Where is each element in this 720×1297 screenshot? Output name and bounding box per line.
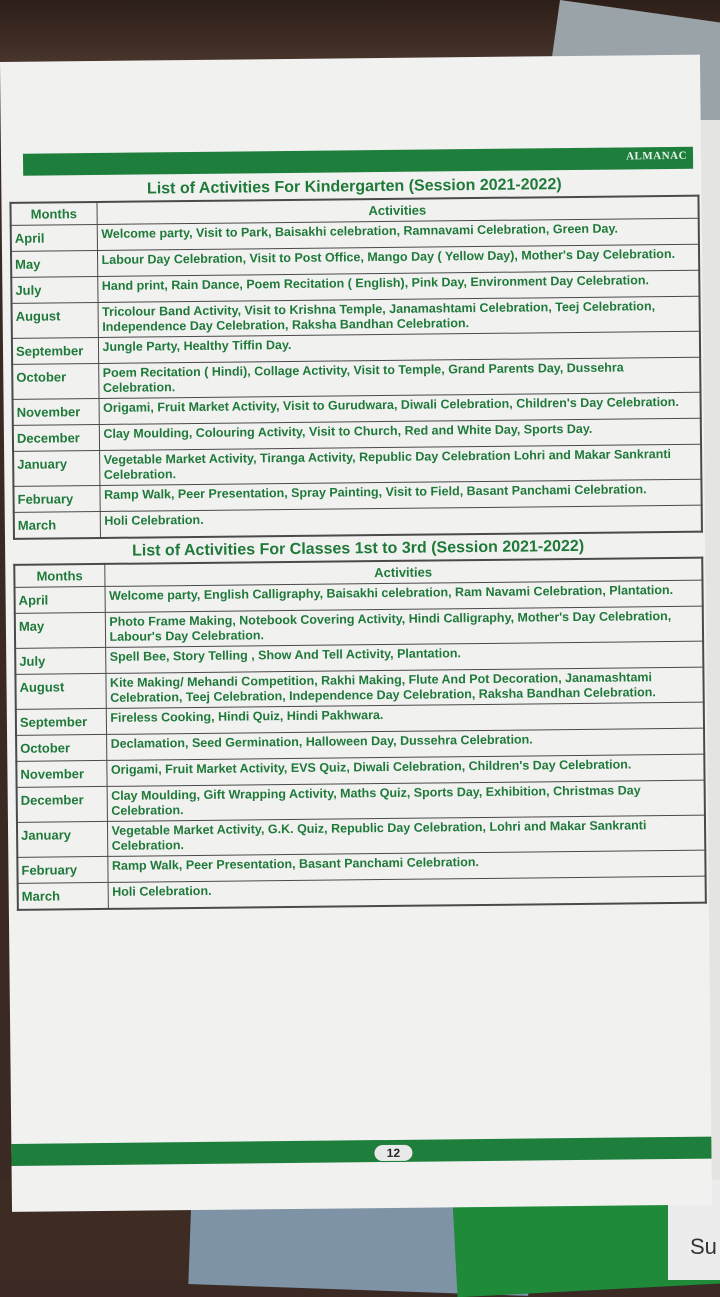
months-header: Months — [10, 202, 96, 225]
month-cell: November — [13, 398, 99, 425]
activities-cell: Fireless Cooking, Hindi Quiz, Hindi Pakhwara. — [106, 702, 704, 734]
activities-cell: Vegetable Market Activity, G.K. Quiz, Republic Day Celebration, Lohri and Makar Sankranti Celebration. — [107, 815, 705, 856]
classes-table-body — [15, 580, 706, 910]
month-cell: February — [17, 856, 107, 883]
month-cell: January — [13, 450, 99, 486]
document-page — [0, 55, 712, 1212]
book-corner-text: Su — [690, 1234, 717, 1259]
month-cell: April — [15, 586, 105, 613]
activities-header: Activities — [104, 558, 702, 587]
activities-cell: Origami, Fruit Market Activity, EVS Quiz, Diwali Celebration, Children's Day Celebration. — [106, 754, 704, 786]
activities-cell: Ramp Walk, Peer Presentation, Basant Panchami Celebration. — [107, 850, 705, 882]
month-cell: March — [14, 511, 100, 538]
month-cell: September — [16, 708, 106, 735]
activities-header: Activities — [96, 196, 698, 225]
month-cell: October — [12, 363, 98, 399]
kindergarten-table — [9, 195, 703, 540]
month-cell: August — [15, 673, 105, 709]
activities-cell: Spell Bee, Story Telling , Show And Tell Activity, Plantation. — [105, 641, 703, 673]
month-cell: December — [17, 786, 107, 822]
activities-cell: Welcome party, Visit to Park, Baisakhi celebration, Ramnavami Celebration, Green Day. — [97, 218, 699, 250]
kindergarten-title: List of Activities For Kindergarten (Session 2021-2022) — [146, 176, 562, 198]
activities-cell: Welcome party, English Calligraphy, Baisakhi celebration, Ram Navami Celebration, Plantation. — [104, 580, 702, 612]
activities-cell: Photo Frame Making, Notebook Covering Activity, Hindi Calligraphy, Mother's Day Celebration, Labour's Day Celebration. — [105, 606, 703, 647]
activities-cell: Poem Recitation ( Hindi), Collage Activity, Visit to Temple, Grand Parents Day, Dussehra Celebration. — [98, 357, 700, 398]
activities-cell: Hand print, Rain Dance, Poem Recitation ( English), Pink Day, Environment Day Celebration. — [97, 270, 699, 302]
activities-cell: Jungle Party, Healthy Tiffin Day. — [98, 331, 700, 363]
month-cell: September — [12, 337, 98, 364]
activities-cell: Clay Moulding, Colouring Activity, Visit to Church, Red and White Day, Sports Day. — [99, 418, 701, 450]
month-cell: July — [11, 276, 97, 303]
month-cell: January — [17, 821, 107, 857]
header-bar — [23, 147, 693, 176]
activities-cell: Ramp Walk, Peer Presentation, Spray Painting, Visit to Field, Basant Panchami Celebration. — [99, 479, 701, 511]
footer-bar — [11, 1137, 711, 1166]
page-content — [9, 173, 707, 911]
month-cell: December — [13, 424, 99, 451]
activities-cell: Clay Moulding, Gift Wrapping Activity, Maths Quiz, Sports Day, Exhibition, Christmas Day Celebration. — [107, 780, 705, 821]
kindergarten-table-body — [11, 218, 702, 539]
month-cell: May — [11, 250, 97, 277]
month-cell: March — [18, 882, 108, 909]
activities-cell: Kite Making/ Mehandi Competition, Rakhi Making, Flute And Pot Decoration, Janamashtami Celebration, Teej Celebration, Independence Day Celebration, Raksha Bandhan Celebration. — [105, 667, 703, 708]
month-cell: August — [12, 302, 98, 338]
activities-cell: Holi Celebration. — [100, 505, 702, 538]
activities-cell: Tricolour Band Activity, Visit to Krishna Temple, Janamashtami Celebration, Teej Celebration, Independence Day Celebration, Raksha Bandhan Celebration. — [98, 296, 700, 337]
month-cell: November — [16, 760, 106, 787]
month-cell: April — [11, 224, 97, 251]
month-cell: October — [16, 734, 106, 761]
month-cell: July — [15, 647, 105, 674]
months-header: Months — [14, 564, 104, 587]
month-cell: February — [13, 485, 99, 512]
month-cell: May — [15, 612, 105, 648]
activities-cell: Origami, Fruit Market Activity, Visit to Gurudwara, Diwali Celebration, Children's Day Celebration. — [99, 392, 701, 424]
activities-cell: Vegetable Market Activity, Tiranga Activity, Republic Day Celebration Lohri and Makar Sankranti Celebration. — [99, 444, 701, 485]
page-number: 12 — [373, 1144, 413, 1162]
activities-cell: Declamation, Seed Germination, Halloween Day, Dussehra Celebration. — [106, 728, 704, 760]
classes-table — [13, 557, 707, 911]
almanac-label: ALMANAC — [626, 149, 688, 163]
activities-cell: Holi Celebration. — [108, 876, 706, 909]
classes-title: List of Activities For Classes 1st to 3rd (Session 2021-2022) — [132, 537, 585, 560]
activities-cell: Labour Day Celebration, Visit to Post Office, Mango Day ( Yellow Day), Mother's Day Celebration. — [97, 244, 699, 276]
